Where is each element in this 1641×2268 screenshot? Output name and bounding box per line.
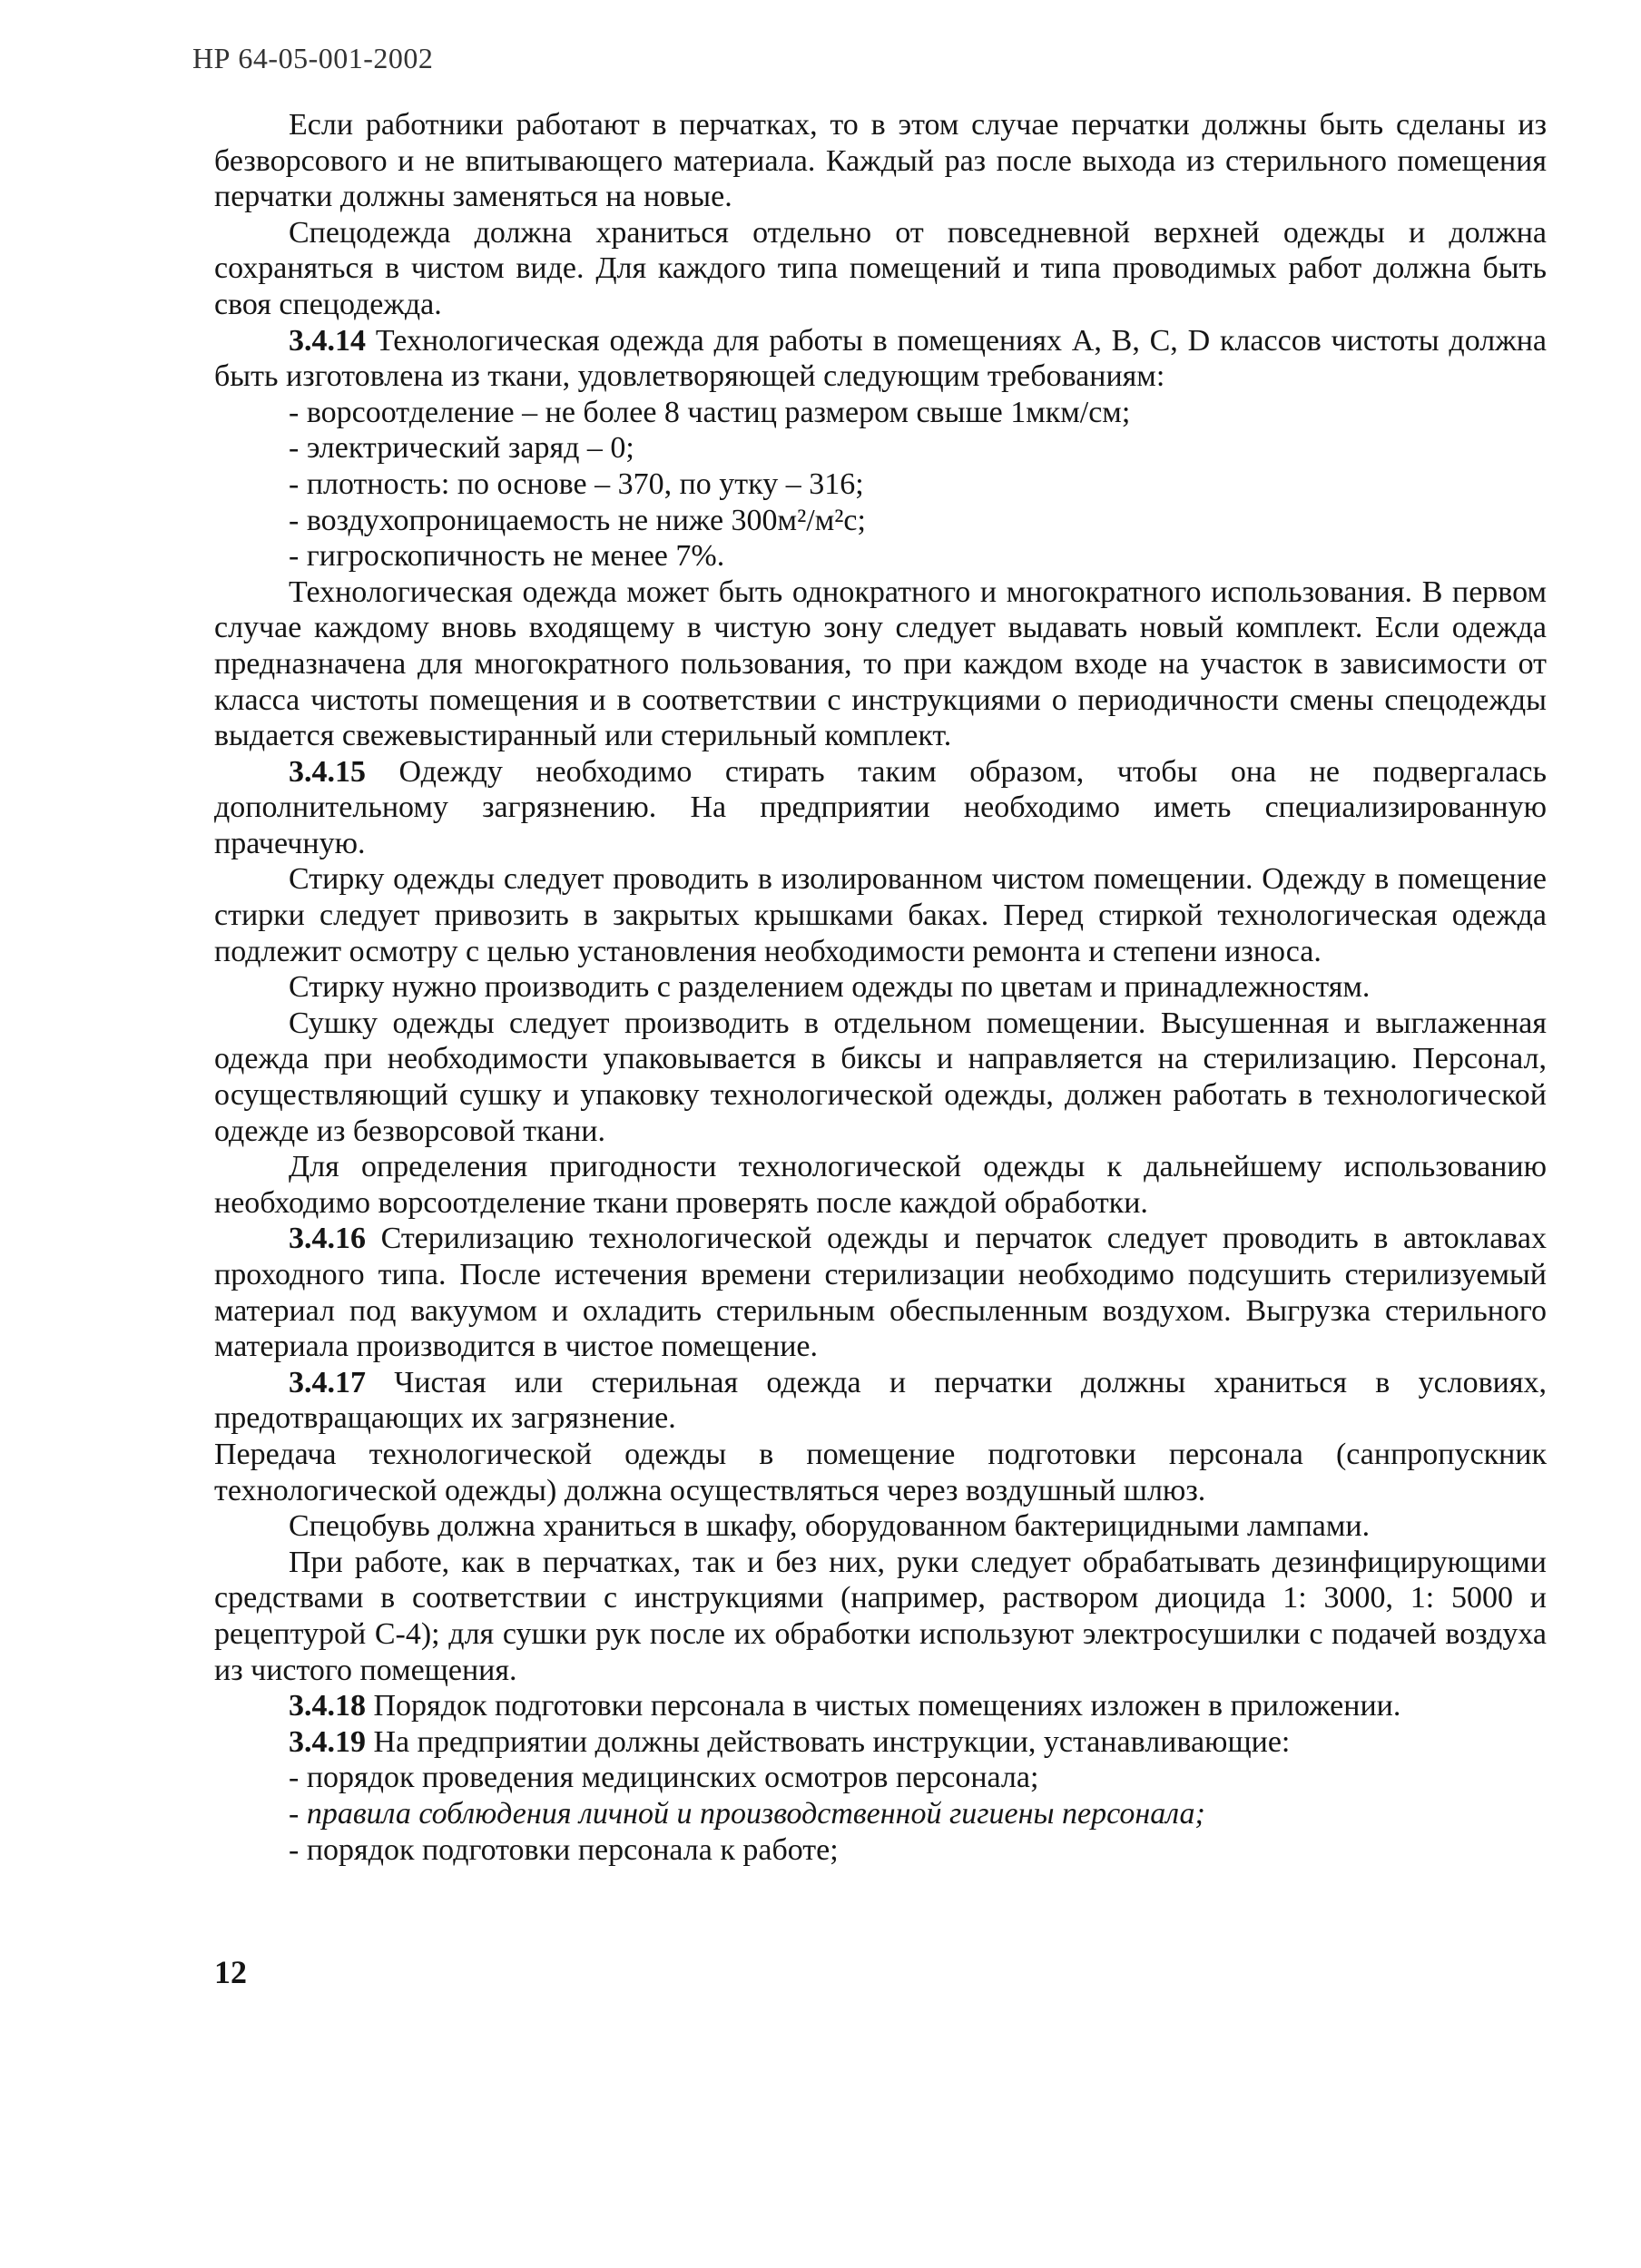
paragraph [214,754,1547,862]
list-item [214,538,1547,574]
paragraph-text: Стирку одежды следует проводить в изолированном чистом помещении. Одежду в помещение стирки следует привозить в закрытых крышками баках. Перед стиркой технологическая одежда подлежит осмотру с целью установления необходимости ремонта и степени износа. [214,862,1547,968]
paragraph [214,1149,1547,1221]
paragraph-text: Передача технологической одежды в помещение подготовки персонала (санпропускник технологической одежды) должна осуществляться через воздушный шлюз. [214,1437,1547,1507]
paragraph [214,323,1547,395]
paragraph-text: - правила соблюдения личной и производственной гигиены персонала; [289,1796,1205,1831]
paragraph [214,107,1547,215]
paragraph-text: На предприятии должны действовать инструкции, устанавливающие: [373,1724,1291,1759]
section-number: 3.4.14 [289,323,366,358]
paragraph-text: - плотность: по основе – 370, по утку – 316; [289,466,864,501]
paragraph [214,1724,1547,1761]
section-number: 3.4.16 [289,1222,366,1256]
paragraph [214,574,1547,754]
list-item [214,1760,1547,1796]
paragraph-text: Спецобувь должна храниться в шкафу, оборудованном бактерицидными лампами. [289,1509,1371,1544]
paragraph [214,215,1547,323]
document-body [214,107,1547,1868]
paragraph [214,969,1547,1006]
paragraph-text: Стерилизацию технологической одежды и перчаток следует проводить в автоклавах проходного типа. После истечения времени стерилизации необходимо подсушить стерилизуемый материал под вакуумом и охладить стерильным обеспыленным воздухом. Выгрузка стерильного материала производится в чистое помещение. [214,1222,1547,1364]
list-item [214,1832,1547,1869]
document-code-header: НР 64-05-001-2002 [192,42,434,74]
paragraph-text: Сушку одежды следует производить в отдельном помещении. Высушенная и выглаженная одежда при необходимости упаковывается в биксы и направляется на стерилизацию. Персонал, осуществляющий сушку и упаковку технологической одежды, должен работать в технологической одежде из безворсовой ткани. [214,1006,1547,1148]
paragraph [214,1006,1547,1149]
list-item [214,395,1547,431]
paragraph [214,1365,1547,1437]
paragraph-text: - гигроскопичность не менее 7%. [289,539,725,574]
paragraph [214,1545,1547,1688]
paragraph-text: При работе, как в перчатках, так и без них, руки следует обрабатывать дезинфицирующими средствами в соответствии с инструкциями (например, раствором диоцида 1: 3000, 1: 5000 и рецептурой С-4); для сушки рук после их обработки используют электросушилки с подачей воздуха из чистого помещения. [214,1545,1547,1687]
section-number: 3.4.18 [289,1689,366,1723]
paragraph-text: - ворсоотделение – не более 8 частиц размером свыше 1мкм/см; [289,395,1131,429]
paragraph-text: Одежду необходимо стирать таким образом, чтобы она не подвергалась дополнительному загрязнению. На предприятии необходимо иметь специализированную прачечную. [214,754,1547,860]
paragraph-text: - электрический заряд – 0; [289,431,634,466]
paragraph-text: Спецодежда должна храниться отдельно от повседневной верхней одежды и должна сохраняться в чистом виде. Для каждого типа помещений и типа проводимых работ должна быть своя спецодежда. [214,215,1547,321]
paragraph-text: Технологическая одежда для работы в помещениях A, B, C, D классов чистоты должна быть изготовлена из ткани, удовлетворяющей следующим требованиям: [214,323,1548,394]
paragraph [214,861,1547,969]
paragraph [214,1688,1547,1724]
paragraph [214,1221,1547,1364]
section-number: 3.4.19 [289,1724,366,1759]
list-item [214,430,1547,466]
paragraph [214,1437,1547,1508]
section-number: 3.4.15 [289,754,366,789]
list-item [214,466,1547,503]
section-number: 3.4.17 [289,1365,366,1399]
paragraph-text: - воздухопроницаемость не ниже 300м²/м²с; [289,503,866,537]
paragraph-text: Технологическая одежда может быть однократного и многократного использования. В первом случае каждому вновь входящему в чистую зону следует выдавать новый комплект. Если одежда предназначена для многократного пользования, то при каждом входе на участок в зависимости от класса чистоты помещения и в соответствии с инструкциями о периодичности смены спецодежды выдается свежевыстиранный или стерильный комплект. [214,574,1547,753]
paragraph-text: - порядок подготовки персонала к работе; [289,1832,839,1867]
page-number: 12 [214,1954,247,1990]
paragraph-text: - порядок проведения медицинских осмотров персонала; [289,1761,1039,1795]
paragraph [214,1508,1547,1545]
paragraph-text: Стирку нужно производить с разделением одежды по цветам и принадлежностям. [289,970,1371,1005]
paragraph-text: Порядок подготовки персонала в чистых помещениях изложен в приложении. [373,1689,1401,1723]
paragraph-text: Чистая или стерильная одежда и перчатки должны храниться в условиях, предотвращающих их загрязнение. [214,1365,1548,1436]
list-item [214,503,1547,539]
paragraph-text: Для определения пригодности технологической одежды к дальнейшему использованию необходимо ворсоотделение ткани проверять после каждой обработки. [214,1150,1547,1220]
list-item [214,1796,1547,1832]
paragraph-text: Если работники работают в перчатках, то в этом случае перчатки должны быть сделаны из безворсового и не впитывающего материала. Каждый раз после выхода из стерильного помещения перчатки должны заменяться на новые. [214,108,1547,214]
